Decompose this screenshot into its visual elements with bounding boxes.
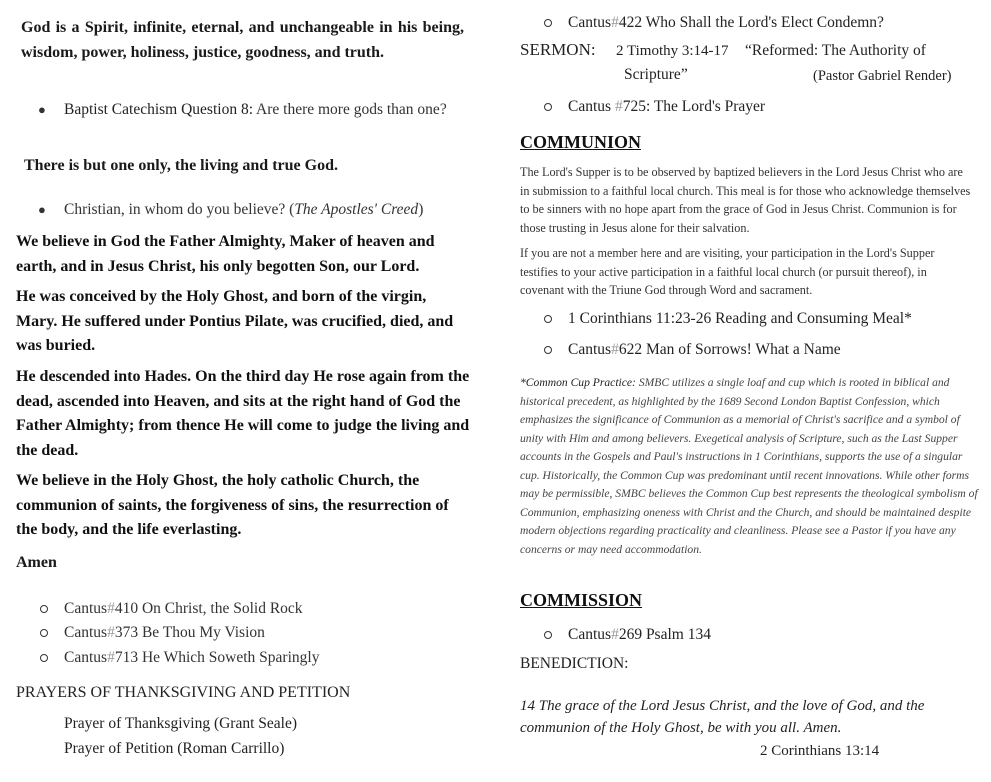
hymn-title: 622 Man of Sorrows! What a Name (618, 341, 841, 358)
common-cup-note (520, 374, 978, 559)
hymn-hash: # (107, 600, 115, 617)
circle-bullet-icon (544, 346, 552, 354)
circle-bullet-icon (544, 19, 552, 27)
commission-heading: COMMISSION (520, 590, 643, 610)
prayer-petition: Prayer of Petition (Roman Carrillo) (64, 740, 285, 757)
hymn-prefix: Cantus (568, 14, 612, 31)
creed-question (38, 198, 478, 222)
hymn-hash: # (611, 14, 619, 31)
creed-paragraph-3: He descended into Hades. On the third day He rose again from the dead, ascended into Heaven, and sits at the right hand of God the Father Almighty; from thence He will come to judge the living and the dead. (16, 368, 470, 459)
bullet-icon: ● (38, 102, 46, 117)
hymn-list-item (544, 95, 984, 119)
common-cup-text: SMBC utilizes a single loaf and cup which is rooted in biblical and historical precedent, as highlighted by the 1689 Second London Baptist Confession, which emphasizes the significance of Communion as a memorial of Christ's sacrifice and a symbol of unity with Him and among believers. Exegetical analysis of Scripture, such as the Last Supper accounts in the Gospels and Paul's instructions in 1 Corinthians, supports the use of a singular cup. Historically, the Common Cup was predominant until recent innovations. While other forms may be permissible, SMBC believes the Common Cup best represents the theological symbolism of Communion, emphasizing oneness with Christ and the Church, and should be maintained despite modern objections regarding practicality and cleanliness. Please see a Pastor if you have any concerns or may need accommodation. (520, 376, 978, 556)
communion-list-item (544, 307, 984, 331)
sermon-preacher: (Pastor Gabriel Render) (813, 68, 952, 84)
catechism-answer-8: There is but one only, the living and true God. (24, 157, 338, 174)
sermon-label: SERMON: (520, 40, 596, 59)
hymn-hash: # (107, 624, 115, 641)
prayers-heading: PRAYERS OF THANKSGIVING AND PETITION (16, 684, 351, 701)
circle-bullet-icon (544, 315, 552, 323)
hymn-prefix: Cantus (64, 624, 108, 641)
circle-bullet-icon (544, 103, 552, 111)
hymn-list-item (40, 597, 470, 621)
creed-paragraph-1: We believe in God the Father Almighty, Maker of heaven and earth, and in Jesus Christ, his only begotten Son, our Lord. (16, 233, 435, 275)
hymn-hash: # (611, 341, 619, 358)
hymn-prefix: Cantus (568, 341, 612, 358)
creed-title: The Apostles' Creed (294, 201, 419, 218)
communion-paragraph-2: If you are not a member here and are visiting, your participation in the Lord's Supper testifies to your active participation in a faithful local church (or pursuit thereof), in covenant with the Triune God through Word and sacrament. (520, 246, 935, 297)
hymn-hash: # (611, 626, 619, 643)
hymn-list-item (40, 646, 470, 670)
creed-close: ) (418, 201, 424, 218)
hymn-prefix: Cantus (64, 600, 108, 617)
hymn-hash: # (107, 649, 115, 666)
hymn-title: 422 Who Shall the Lord's Elect Condemn? (618, 14, 884, 31)
creed-paragraph-2: He was conceived by the Holy Ghost, and born of the virgin, Mary. He suffered under Pontius Pilate, was crucified, died, and was buried. (16, 288, 454, 354)
communion-paragraph-1: The Lord's Supper is to be observed by baptized believers in the Lord Jesus Christ who are in submission to a faithful local church. This meal is for those who acknowledge themselves to be sinners with no hope apart from the grace of God in Jesus Christ. Communion is for those trusting in Jesus alone for their salvation. (520, 165, 971, 235)
catechism-answer-7: God is a Spirit, infinite, eternal, and unchangeable in his being, wisdom, power, holiness, justice, goodness, and truth. (21, 19, 464, 61)
benediction-text: 14 The grace of the Lord Jesus Christ, and the love of God, and the communion of the Holy Ghost, be with you all. Amen. (520, 698, 925, 736)
hymn-title: 410 On Christ, the Solid Rock (114, 600, 303, 617)
hymn-list-item (544, 623, 984, 647)
hymn-title: 725: The Lord's Prayer (622, 98, 766, 115)
hymn-list-item (40, 621, 470, 645)
communion-heading: COMMUNION (520, 132, 641, 152)
catechism-question-8 (38, 98, 478, 122)
hymn-prefix: Cantus (568, 98, 612, 115)
catechism-q8-text: Are there more gods than one? (256, 101, 447, 118)
benediction-label: BENEDICTION: (520, 655, 629, 672)
communion-reading: 1 Corinthians 11:23-26 Reading and Consuming Meal* (568, 310, 912, 327)
hymn-list-item (544, 338, 984, 362)
circle-bullet-icon (544, 631, 552, 639)
hymn-hash: # (614, 98, 623, 115)
sermon-title-line-1: “Reformed: The Authority of (745, 42, 926, 59)
prayer-thanksgiving: Prayer of Thanksgiving (Grant Seale) (64, 715, 298, 732)
hymn-title: 713 He Which Soweth Sparingly (114, 649, 320, 666)
hymn-prefix: Cantus (64, 649, 108, 666)
hymn-prefix: Cantus (568, 626, 612, 643)
bullet-icon: ● (38, 202, 46, 217)
sermon-reference: 2 Timothy 3:14-17 (616, 43, 729, 59)
creed-paragraph-4: We believe in the Holy Ghost, the holy catholic Church, the communion of saints, the forgiveness of sins, the resurrection of the body, and the life everlasting. (16, 472, 449, 538)
hymn-list-item (544, 11, 984, 35)
hymn-title: 373 Be Thou My Vision (114, 624, 265, 641)
sermon-title-line-2: Scripture” (624, 66, 688, 83)
amen: Amen (16, 554, 57, 571)
circle-bullet-icon (40, 654, 48, 662)
circle-bullet-icon (40, 629, 48, 637)
catechism-q8-label: Baptist Catechism Question 8: (64, 101, 253, 118)
common-cup-label: *Common Cup Practice: (520, 376, 636, 389)
hymn-title: 269 Psalm 134 (618, 626, 711, 643)
benediction-reference: 2 Corinthians 13:14 (760, 743, 880, 759)
circle-bullet-icon (40, 605, 48, 613)
creed-question-text: Christian, in whom do you believe? ( (64, 201, 295, 218)
